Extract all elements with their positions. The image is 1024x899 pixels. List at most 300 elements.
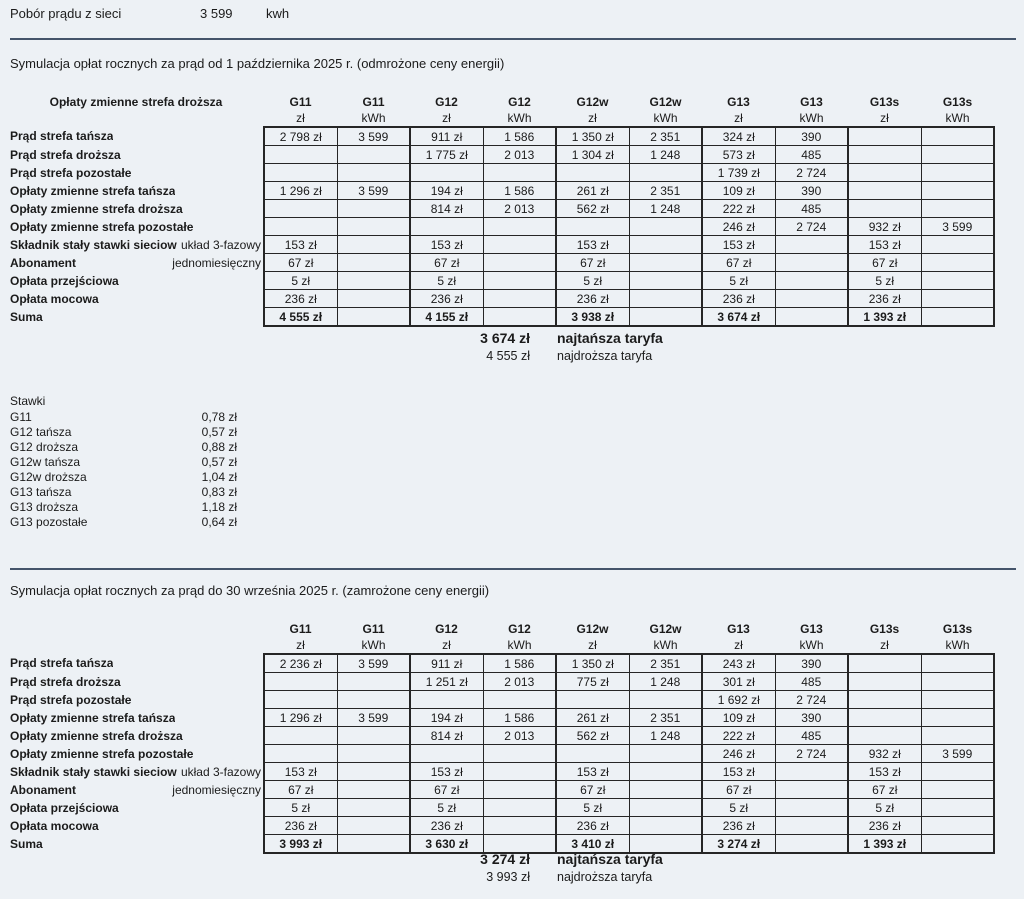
row-label: Opłaty zmienne strefa droższa <box>10 728 183 743</box>
rate-label: G13 droższa <box>10 500 79 514</box>
rate-label: G13 pozostałe <box>10 515 88 529</box>
table-cell <box>921 254 994 272</box>
table-cell: 4 555 zł <box>264 308 337 327</box>
row-label-flex <box>10 292 261 306</box>
table-cell <box>848 727 921 745</box>
table-cell <box>264 164 337 182</box>
row-label-flex <box>10 819 261 833</box>
column-header-tariff: G11 <box>362 95 385 109</box>
table-cell: 236 zł <box>848 817 921 835</box>
table-cell: 2 351 <box>629 127 702 146</box>
row-label: Prąd strefa tańsza <box>10 129 114 144</box>
row-label-cell <box>8 781 264 799</box>
table-cell <box>629 236 702 254</box>
table-cell <box>483 218 556 236</box>
row-label-flex <box>10 693 261 707</box>
row-label-flex <box>10 274 261 288</box>
table-cell: 814 zł <box>410 727 483 745</box>
table-row <box>8 182 994 200</box>
table-cell <box>921 763 994 781</box>
row-label: Składnik stały stawki sieciow <box>10 764 177 779</box>
table-cell <box>337 272 410 290</box>
rate-label: G12w droższa <box>10 470 87 484</box>
table-cell <box>264 691 337 709</box>
table-cell: 301 zł <box>702 673 775 691</box>
most-expensive-tariff-value: 4 555 zł <box>486 349 530 363</box>
table-cell: 67 zł <box>556 254 629 272</box>
column-header-tariff: G12w <box>649 622 682 636</box>
column-header-tariff: G12w <box>576 95 609 109</box>
table-cell <box>337 218 410 236</box>
row-label-cell <box>8 236 264 254</box>
row-label: Opłaty zmienne strefa pozostałe <box>10 746 194 761</box>
table-cell <box>629 799 702 817</box>
row-label: Opłaty zmienne strefa pozostałe <box>10 219 194 234</box>
table-cell: 236 zł <box>410 290 483 308</box>
table-cell: 1 296 zł <box>264 709 337 727</box>
table-cell: 3 599 <box>337 654 410 673</box>
table-cell: 109 zł <box>702 182 775 200</box>
table-cell <box>848 673 921 691</box>
table-cell <box>483 236 556 254</box>
table-cell <box>775 236 848 254</box>
row-label-flex <box>10 129 261 143</box>
table-cell: 1 248 <box>629 146 702 164</box>
table-cell <box>921 727 994 745</box>
table-cell <box>483 691 556 709</box>
table-row <box>8 727 994 745</box>
table-cell: 2 013 <box>483 146 556 164</box>
table-cell: 1 586 <box>483 654 556 673</box>
table-cell: 911 zł <box>410 127 483 146</box>
table-row <box>8 127 994 146</box>
table-cell <box>337 146 410 164</box>
table-cell <box>921 200 994 218</box>
row-label-flex <box>10 801 261 815</box>
table-cell: 2 798 zł <box>264 127 337 146</box>
table-cell <box>775 835 848 854</box>
table-cell: 194 zł <box>410 182 483 200</box>
row-label-flex <box>10 837 261 851</box>
cheapest-tariff-label: najtańsza taryfa <box>557 851 663 867</box>
table-cell <box>921 817 994 835</box>
table-cell: 1 586 <box>483 127 556 146</box>
table-cell: 1 586 <box>483 182 556 200</box>
table-cell: 236 zł <box>556 290 629 308</box>
table-row <box>8 799 994 817</box>
table-cell <box>848 200 921 218</box>
table-cell: 775 zł <box>556 673 629 691</box>
table-cell <box>629 218 702 236</box>
table-cell <box>556 164 629 182</box>
column-header-tariff: G12w <box>576 622 609 636</box>
table-cell: 236 zł <box>410 817 483 835</box>
table-cell: 2 724 <box>775 164 848 182</box>
row-label: Opłaty zmienne strefa droższa <box>10 201 183 216</box>
column-header-unit: zł <box>880 110 889 125</box>
table-cell: 390 <box>775 709 848 727</box>
table-cell: 1 586 <box>483 709 556 727</box>
section1-title: Symulacja opłat rocznych za prąd od 1 października 2025 r. (odmrożone ceny energii) <box>10 56 505 71</box>
table-cell: 153 zł <box>556 763 629 781</box>
table-cell: 2 236 zł <box>264 654 337 673</box>
row-label-cell <box>8 218 264 236</box>
column-header-tariff: G11 <box>289 95 312 109</box>
table-cell <box>629 817 702 835</box>
column-header-tariff: G12w <box>649 95 682 109</box>
column-header-unit: zł <box>442 637 451 652</box>
rate-value: 0,88 zł <box>201 440 237 454</box>
table-cell <box>775 781 848 799</box>
table-cell: 153 zł <box>848 236 921 254</box>
table-row <box>8 200 994 218</box>
table-row <box>8 691 994 709</box>
row-label: Suma <box>10 836 43 851</box>
section2-summary <box>418 851 663 889</box>
table-row <box>8 272 994 290</box>
table-cell <box>410 164 483 182</box>
table-cell <box>848 691 921 709</box>
table-cell <box>483 164 556 182</box>
table-cell: 246 zł <box>702 218 775 236</box>
table-cell <box>264 673 337 691</box>
section1-summary <box>418 330 663 368</box>
row-label-cell <box>8 254 264 272</box>
table-cell <box>410 218 483 236</box>
column-header-unit: zł <box>588 110 597 125</box>
column-header-unit: kWh <box>507 637 532 652</box>
column-header-tariff: G13 <box>800 622 823 636</box>
most-expensive-tariff-label: najdroższa taryfa <box>557 870 653 884</box>
row-label-flex <box>10 148 261 162</box>
tariff-table <box>8 615 995 854</box>
table-cell <box>921 709 994 727</box>
column-header-tariff: G13 <box>727 95 750 109</box>
column-header-tariff: G12 <box>508 95 531 109</box>
most-expensive-tariff-label: najdroższa taryfa <box>557 349 653 363</box>
table-cell <box>921 835 994 854</box>
table-cell <box>483 290 556 308</box>
table-cell: 2 724 <box>775 745 848 763</box>
table-row <box>8 709 994 727</box>
row-label: Suma <box>10 309 43 324</box>
table-cell: 153 zł <box>410 763 483 781</box>
section2-table-wrap <box>8 615 995 854</box>
row-note: jednomiesięczny <box>172 255 261 270</box>
row-label: Abonament <box>10 255 76 270</box>
column-header-unit: kWh <box>799 637 824 652</box>
table-cell <box>921 799 994 817</box>
table-cell: 236 zł <box>702 817 775 835</box>
table-cell: 153 zł <box>410 236 483 254</box>
table-cell: 1 393 zł <box>848 835 921 854</box>
table-cell: 246 zł <box>702 745 775 763</box>
table-cell: 814 zł <box>410 200 483 218</box>
column-header-tariff: G13s <box>869 622 900 636</box>
table-cell: 911 zł <box>410 654 483 673</box>
column-header-unit: zł <box>296 110 305 125</box>
table-cell: 67 zł <box>410 781 483 799</box>
column-header-unit: kWh <box>361 110 386 125</box>
column-header-tariff: G11 <box>289 622 312 636</box>
table-cell: 5 zł <box>410 799 483 817</box>
rate-row <box>10 485 237 500</box>
row-label: Prąd strefa tańsza <box>10 656 114 671</box>
row-label-flex <box>10 711 261 725</box>
table-row <box>8 763 994 781</box>
row-label-cell <box>8 200 264 218</box>
table-cell: 261 zł <box>556 182 629 200</box>
table-cell: 153 zł <box>264 763 337 781</box>
section1-table-wrap <box>8 88 995 327</box>
row-label-cell <box>8 799 264 817</box>
row-label: Prąd strefa droższa <box>10 674 121 689</box>
table-cell <box>337 200 410 218</box>
table-cell <box>337 308 410 327</box>
row-label-cell <box>8 763 264 781</box>
table-header-label: Opłaty zmienne strefa droższa <box>49 95 223 109</box>
rate-row <box>10 500 237 515</box>
header-row-tariffs <box>8 88 994 109</box>
table-cell <box>848 164 921 182</box>
table-cell: 153 zł <box>702 763 775 781</box>
table-cell: 2 724 <box>775 691 848 709</box>
table-cell <box>775 290 848 308</box>
table-cell: 1 393 zł <box>848 308 921 327</box>
row-label: Opłata przejściowa <box>10 273 119 288</box>
row-note: jednomiesięczny <box>172 782 261 797</box>
rates-section <box>10 394 237 530</box>
table-cell: 562 zł <box>556 200 629 218</box>
table-cell: 2 013 <box>483 200 556 218</box>
rate-row <box>10 515 237 530</box>
header-row-units <box>8 636 994 654</box>
table-cell: 5 zł <box>848 799 921 817</box>
table-cell <box>921 164 994 182</box>
table-cell: 236 zł <box>264 817 337 835</box>
table-cell: 222 zł <box>702 727 775 745</box>
table-cell: 5 zł <box>702 272 775 290</box>
column-header-tariff: G11 <box>362 622 385 636</box>
table-cell: 67 zł <box>848 254 921 272</box>
table-cell <box>483 799 556 817</box>
table-cell: 236 zł <box>556 817 629 835</box>
table-cell <box>921 272 994 290</box>
column-header-unit: kWh <box>799 110 824 125</box>
table-cell: 67 zł <box>848 781 921 799</box>
row-label: Prąd strefa pozostałe <box>10 165 132 180</box>
table-row <box>8 290 994 308</box>
row-label-cell <box>8 290 264 308</box>
table-cell <box>410 745 483 763</box>
table-cell: 390 <box>775 127 848 146</box>
table-cell <box>629 308 702 327</box>
row-label-cell <box>8 182 264 200</box>
table-cell: 562 zł <box>556 727 629 745</box>
table-cell: 194 zł <box>410 709 483 727</box>
table-cell <box>483 781 556 799</box>
table-cell: 3 599 <box>337 182 410 200</box>
table-cell <box>556 218 629 236</box>
column-header-unit: kWh <box>653 110 678 125</box>
consumption-value: 3 599 <box>200 6 233 21</box>
table-cell: 3 410 zł <box>556 835 629 854</box>
table-cell <box>921 127 994 146</box>
table-row <box>8 236 994 254</box>
row-label-cell <box>8 745 264 763</box>
table-row <box>8 673 994 691</box>
row-label-cell <box>8 308 264 327</box>
table-cell <box>483 308 556 327</box>
table-cell <box>337 835 410 854</box>
column-header-tariff: G13s <box>869 95 900 109</box>
row-label-cell <box>8 691 264 709</box>
table-cell: 222 zł <box>702 200 775 218</box>
table-cell: 67 zł <box>264 781 337 799</box>
table-row <box>8 817 994 835</box>
row-label: Opłaty zmienne strefa tańsza <box>10 183 176 198</box>
table-cell <box>848 182 921 200</box>
most-expensive-tariff-line <box>418 870 663 889</box>
table-cell <box>264 745 337 763</box>
column-header-unit: kWh <box>653 637 678 652</box>
table-cell <box>848 654 921 673</box>
row-label-cell <box>8 727 264 745</box>
table-cell: 3 938 zł <box>556 308 629 327</box>
table-cell: 2 013 <box>483 673 556 691</box>
table-cell <box>629 691 702 709</box>
table-row <box>8 308 994 327</box>
table-cell <box>483 817 556 835</box>
table-cell: 1 248 <box>629 673 702 691</box>
column-header-unit: zł <box>734 637 743 652</box>
consumption-unit: kwh <box>266 6 290 21</box>
column-header-tariff: G12 <box>508 622 531 636</box>
row-label-cell <box>8 673 264 691</box>
table-cell: 67 zł <box>702 781 775 799</box>
table-row <box>8 146 994 164</box>
table-row <box>8 781 994 799</box>
table-cell <box>921 236 994 254</box>
column-header-tariff: G13 <box>800 95 823 109</box>
table-cell <box>264 200 337 218</box>
table-cell <box>775 817 848 835</box>
table-cell <box>921 654 994 673</box>
table-cell: 1 350 zł <box>556 127 629 146</box>
most-expensive-tariff-line <box>418 349 663 368</box>
table-cell: 5 zł <box>556 272 629 290</box>
table-cell: 3 993 zł <box>264 835 337 854</box>
table-cell <box>337 254 410 272</box>
table-cell <box>337 799 410 817</box>
table-cell <box>337 691 410 709</box>
table-cell: 3 599 <box>921 218 994 236</box>
row-label-cell <box>8 272 264 290</box>
column-header-tariff: G12 <box>435 95 458 109</box>
row-label-flex <box>10 675 261 689</box>
row-label: Opłata przejściowa <box>10 800 119 815</box>
table-cell <box>775 272 848 290</box>
table-cell: 1 692 zł <box>702 691 775 709</box>
row-label-flex <box>10 220 261 234</box>
table-cell: 485 <box>775 673 848 691</box>
table-cell: 1 304 zł <box>556 146 629 164</box>
table-cell: 67 zł <box>410 254 483 272</box>
table-cell <box>483 745 556 763</box>
table-cell: 1 248 <box>629 200 702 218</box>
table-cell <box>629 254 702 272</box>
table-cell: 485 <box>775 727 848 745</box>
rate-row <box>10 410 237 425</box>
row-label-cell <box>8 654 264 673</box>
row-label-flex <box>10 256 261 270</box>
table-cell <box>775 308 848 327</box>
row-label: Opłaty zmienne strefa tańsza <box>10 710 176 725</box>
table-cell: 236 zł <box>264 290 337 308</box>
table-cell <box>337 781 410 799</box>
column-header-unit: kWh <box>945 110 970 125</box>
table-cell: 5 zł <box>410 272 483 290</box>
row-label-cell <box>8 817 264 835</box>
table-cell: 2 724 <box>775 218 848 236</box>
table-cell: 3 599 <box>921 745 994 763</box>
rate-value: 0,83 zł <box>201 485 237 499</box>
table-cell: 5 zł <box>848 272 921 290</box>
rates-list <box>10 410 237 530</box>
rate-label: G13 tańsza <box>10 485 72 499</box>
consumption-row <box>10 6 289 21</box>
table-cell: 390 <box>775 182 848 200</box>
table-cell: 1 251 zł <box>410 673 483 691</box>
table-row <box>8 164 994 182</box>
row-label-flex <box>10 729 261 743</box>
table-cell <box>483 272 556 290</box>
column-header-unit: zł <box>880 637 889 652</box>
cheapest-tariff-value: 3 274 zł <box>480 851 530 867</box>
table-cell: 3 599 <box>337 709 410 727</box>
table-row <box>8 745 994 763</box>
row-label: Abonament <box>10 782 76 797</box>
row-label-flex <box>10 184 261 198</box>
table-cell <box>264 146 337 164</box>
section2-title: Symulacja opłat rocznych za prąd do 30 września 2025 r. (zamrożone ceny energii) <box>10 583 490 598</box>
table-cell: 1 296 zł <box>264 182 337 200</box>
table-row <box>8 218 994 236</box>
row-label-flex <box>10 238 261 252</box>
row-label: Opłata mocowa <box>10 818 99 833</box>
rate-value: 0,64 zł <box>201 515 237 529</box>
table-cell <box>337 164 410 182</box>
column-header-tariff: G13 <box>727 622 750 636</box>
table-cell <box>264 727 337 745</box>
row-label-cell <box>8 127 264 146</box>
table-cell: 324 zł <box>702 127 775 146</box>
table-cell: 153 zł <box>702 236 775 254</box>
table-cell <box>921 290 994 308</box>
table-cell <box>629 745 702 763</box>
row-label-flex <box>10 656 261 670</box>
table-cell <box>629 290 702 308</box>
column-header-unit: kWh <box>361 637 386 652</box>
rates-title: Stawki <box>10 394 46 408</box>
table-cell: 485 <box>775 200 848 218</box>
column-header-unit: zł <box>296 637 305 652</box>
column-header-tariff: G13s <box>942 622 973 636</box>
table-cell: 153 zł <box>556 236 629 254</box>
table-cell: 3 630 zł <box>410 835 483 854</box>
table-cell: 932 zł <box>848 745 921 763</box>
table-cell <box>629 164 702 182</box>
